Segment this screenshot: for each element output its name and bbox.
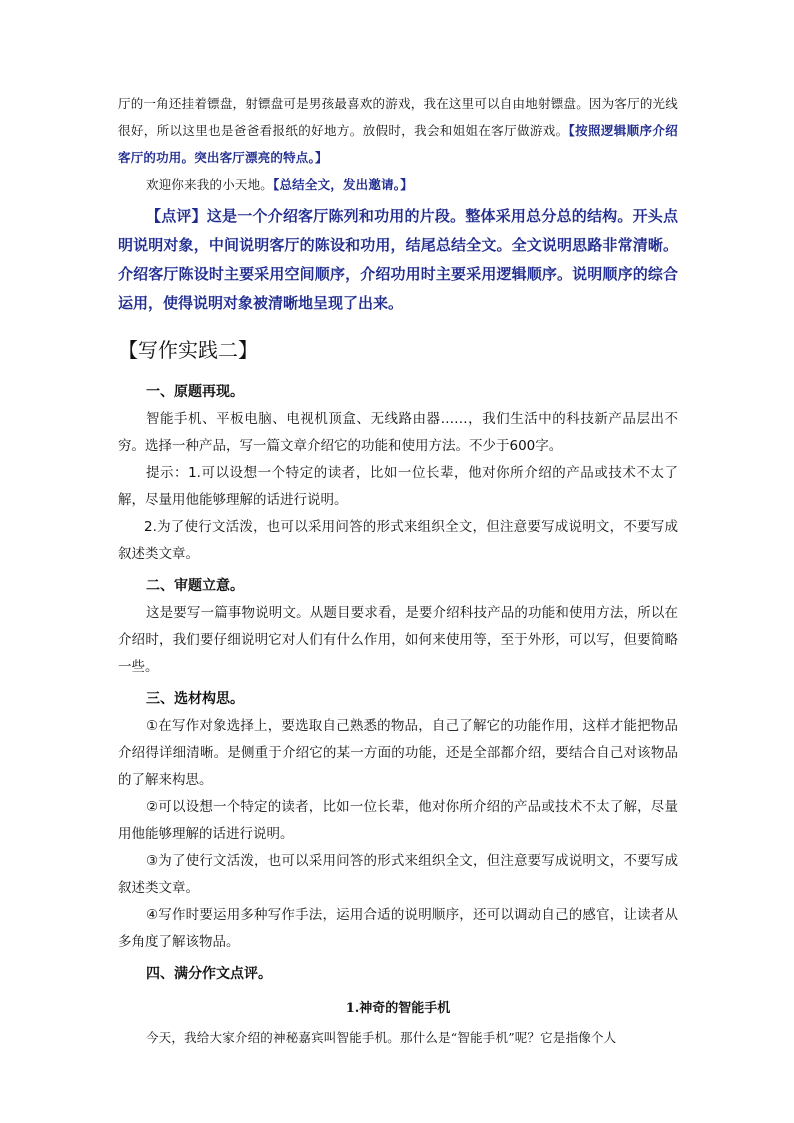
list-item: ①在写作对象选择上，要选取自己熟悉的物品，自己了解它的功能作用，这样才能把物品介绍得详细清晰。是侧重于介绍它的某一方面的功能，还是全部都介绍，要结合自己对该物品的了解来构思。 (118, 718, 678, 788)
article-title: 1.神奇的智能手机 (345, 1001, 451, 1016)
list-item: ②可以设想一个特定的读者，比如一位长辈，他对你所介绍的产品或技术不太了解，尽量用他能够理解的话进行说明。 (118, 799, 678, 842)
document-page (118, 90, 678, 1051)
essay-text: 厅的一角还挂着镖盘，射镖盘可是男孩最喜欢的游戏，我在这里可以自由地射镖盘。因为客厅的光线很好，所以这里也是爸爸看报纸的好地方。放假时，我会和姐姐在客厅做游戏。 (118, 96, 678, 138)
section-title: 【写作实践二】 (118, 338, 258, 362)
essay-paragraph (118, 90, 678, 171)
body-paragraph: 2.为了使行文活泼，也可以采用问答的形式来组织全文，但注意要写成说明文，不要写成叙述类文章。 (118, 519, 678, 562)
body-paragraph: 这是要写一篇事物说明文。从题目要求看，是要介绍科技产品的功能和使用方法，所以在介绍时，我们要仔细说明它对人们有什么作用，如何来使用等，至于外形，可以写，但要简略一些。 (118, 605, 678, 675)
body-paragraph: 智能手机、平板电脑、电视机顶盒、无线路由器……，我们生活中的科技新产品层出不穷。选择一种产品，写一篇文章介绍它的功能和使用方法。不少于600字。 (118, 411, 678, 454)
body-paragraph: 提示：1.可以设想一个特定的读者，比如一位长辈，他对你所介绍的产品或技术不太了解，尽量用他能够理解的话进行说明。 (118, 465, 678, 508)
list-item: ③为了使行文活泼，也可以采用问答的形式来组织全文，但注意要写成说明文，不要写成叙述类文章。 (118, 853, 678, 896)
annotation-note: 【总结全文，发出邀请。】 (273, 177, 413, 192)
part-heading: 四、满分作文点评。 (146, 966, 272, 982)
article-paragraph: 今天，我给大家介绍的神秘嘉宾叫智能手机。那什么是“智能手机”呢？它是指像个人 (146, 1030, 617, 1045)
essay-text: 欢迎你来我的小天地。 (146, 177, 274, 192)
part-heading: 三、选材构思。 (146, 691, 244, 707)
part-heading: 二、审题立意。 (146, 578, 244, 594)
essay-paragraph (118, 171, 678, 198)
list-item: ④写作时要运用多种写作手法，运用合适的说明顺序，还可以调动自己的感官，让读者从多角度了解该物品。 (118, 907, 678, 950)
annotation-note: 【按照逻辑顺序介绍客厅的功用。突出客厅漂亮的特点。】 (118, 123, 678, 165)
part-heading: 一、原题再现。 (146, 384, 244, 400)
comment-paragraph: 【点评】这是一个介绍客厅陈列和功用的片段。整体采用总分总的结构。开头点明说明对象，中间说明客厅的陈设和功用，结尾总结全文。全文说明思路非常清晰。介绍客厅陈设时主要采用空间顺序，介绍功用时主要采用逻辑顺序。说明顺序的综合运用，使得说明对象被清晰地呈现了出来。 (118, 207, 678, 312)
